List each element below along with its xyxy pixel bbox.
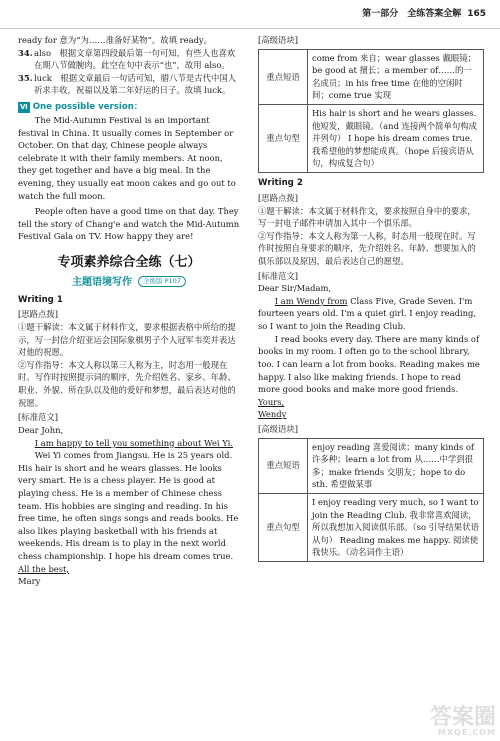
table-row (259, 438, 484, 493)
table-row (259, 494, 484, 562)
letter-body: I read books every day. There are many kinds of books in my room. I often go to the school library, too. I can learn a lot from books. Reading makes me happy. I also like making friends. I hope to read more good books and make more good friends. (258, 333, 480, 395)
letter-opening: I am Wendy from (274, 295, 348, 306)
model-essay-tag: [标准范文] (258, 270, 299, 281)
table-label: 重点句型 (259, 494, 308, 562)
continued-line: ready for 意为“为……准备好某物”。故填 ready。 (18, 35, 213, 45)
table-row (259, 49, 484, 104)
letter-body: Wei Yi comes from Jiangsu. He is 25 years old. His hair is short and he wears glasses. He looks very smart. He is a chess player. He is good at playing chess. He is a member of Chinese chess team. His hobbies are singing and reading. In his free time, he often sings songs and reads books. He also likes playing basketball with his friends at weekends. His dream is to play in the next world chess championship. I hope his dream comes true. (18, 450, 239, 561)
page-header (0, 0, 500, 29)
question-35 (18, 72, 240, 97)
letter-greeting: Dear John, (18, 424, 64, 435)
thinking-tag: [思路点拨] (258, 192, 299, 203)
subsection-title: 主题语境写作 全练版 P107 (18, 275, 240, 290)
question-34 (18, 47, 240, 72)
letter-body: I am Wendy from Class Five, Grade Seven. I'm fourteen years old. I'm a quiet girl. I enjoy reading, so I want to join the Reading Club. (258, 295, 477, 332)
letter-signature: Wendy (258, 409, 287, 420)
question-answer: luck 根据文章最后一句话可知，腊八节是古代中国人祈求丰收，祝福以及第二年好运的日子。故填 luck。 (34, 72, 237, 96)
question-number: 35. (18, 72, 33, 83)
tip-text: ①题干解读：本文属于材料作文，要求按照自身中的要求，写一封电子邮件申请加入其中一个俱乐部。 (258, 205, 476, 229)
phrase-table (258, 49, 484, 173)
question-number: 34. (18, 47, 33, 58)
section-title: 专项素养综合全练（七） (57, 255, 201, 271)
tip-text: ①题干解读：本文属于材料作文，要求根据表格中所给的提示，写一封信介绍亚运会国际象棋男子个人冠军韦奕并表达对他的祝愿。 (18, 322, 236, 358)
phrase-table (258, 438, 484, 562)
table-content: come from 来自；wear glasses 戴眼镜；be good at 擅长；a member of……的一名成员；in his free time 在他的空闲时间；come true 实现 (308, 49, 484, 104)
letter-opening: I am happy to tell you something about Wei Yi. (34, 437, 233, 448)
letter-closing: All the best, (18, 563, 70, 574)
advanced-chunk-tag: [高级语块] (258, 423, 299, 434)
table-row (259, 105, 484, 173)
letter-signature: Mary (18, 576, 41, 587)
section-marker: Ⅵ (20, 103, 28, 112)
page-reference-badge: 全练版 P107 (138, 276, 186, 288)
table-content: His hair is short and he wears glasses. 他短发，戴眼镜。（and 连接两个简单句构成并列句） I hope his dream comes true. 我希望他的梦想能成真。（hope 后接宾语从句，构成复合句） (308, 105, 484, 173)
answer-heading: Ⅵ One possible version： (20, 102, 143, 113)
left-column (18, 34, 240, 588)
page-number: 165 (467, 9, 486, 19)
header-title: 第一部分 全练答案全解 165 (362, 9, 486, 19)
table-content: enjoy reading 喜爱阅读；many kinds of 许多种；learn a lot from 从……中学到很多；make friends 交朋友；hope to do sth. 希望做某事 (308, 438, 484, 493)
writing-1-label: Writing 1 (18, 294, 63, 305)
tip-text: ②写作指导：本文人称为第一人称，时态用一般现在时。写作时按照自身要求的顺序，先介绍姓名、年龄、想要加入的俱乐部以及原因，最后表达自己的愿望。 (258, 230, 476, 267)
letter-greeting: Dear Sir/Madam, (258, 283, 332, 294)
question-answer: also 根据文章第四段最后第一句可知，有些人也喜欢在期八节做腕肉。此空在句中表示“也”，故用 also。 (34, 47, 236, 71)
table-content: I enjoy reading very much, so I want to join the Reading Club. 我非常喜欢阅读，所以我想加入阅读俱乐部。（so 引导结果状语从句） Reading makes me happy. 阅读使我快乐。（动名词作主语） (308, 494, 484, 562)
thinking-tag: [思路点拨] (18, 309, 59, 320)
answer-paragraph: People often have a good time on that day. They tell the story of Chang'e and watch the Mid-Autumn Festival Gala on TV. How happy they are! (18, 206, 240, 242)
tip-text: ②写作指导：本文人称以第三人称为主，时态用一般现在时。写作时按照提示词的顺序，先介绍姓名、家乡、年龄、职业、外貌、所在队以及他的爱好和梦想，最后表达对他的祝愿。 (18, 359, 236, 408)
table-label: 重点短语 (259, 49, 308, 104)
model-essay-tag: [标准范文] (18, 412, 59, 423)
writing-2-label: Writing 2 (258, 178, 303, 189)
advanced-chunk-tag: [高级语块] (258, 35, 299, 45)
table-label: 重点句型 (259, 105, 308, 173)
answer-paragraph: The Mid-Autumn Festival is an important festival in China. It usually comes in September or October. On that day, Chinese people always celebrate it with their family members. At noon, they get together and have a big meal. In the evening, they usually eat moon cakes and go out to watch the full moon. (18, 114, 236, 201)
watermark-logo: 答案圈 MXQE.COM (429, 705, 496, 737)
table-label: 重点短语 (259, 438, 308, 493)
right-column (258, 34, 484, 562)
letter-closing: Yours, (258, 396, 285, 407)
